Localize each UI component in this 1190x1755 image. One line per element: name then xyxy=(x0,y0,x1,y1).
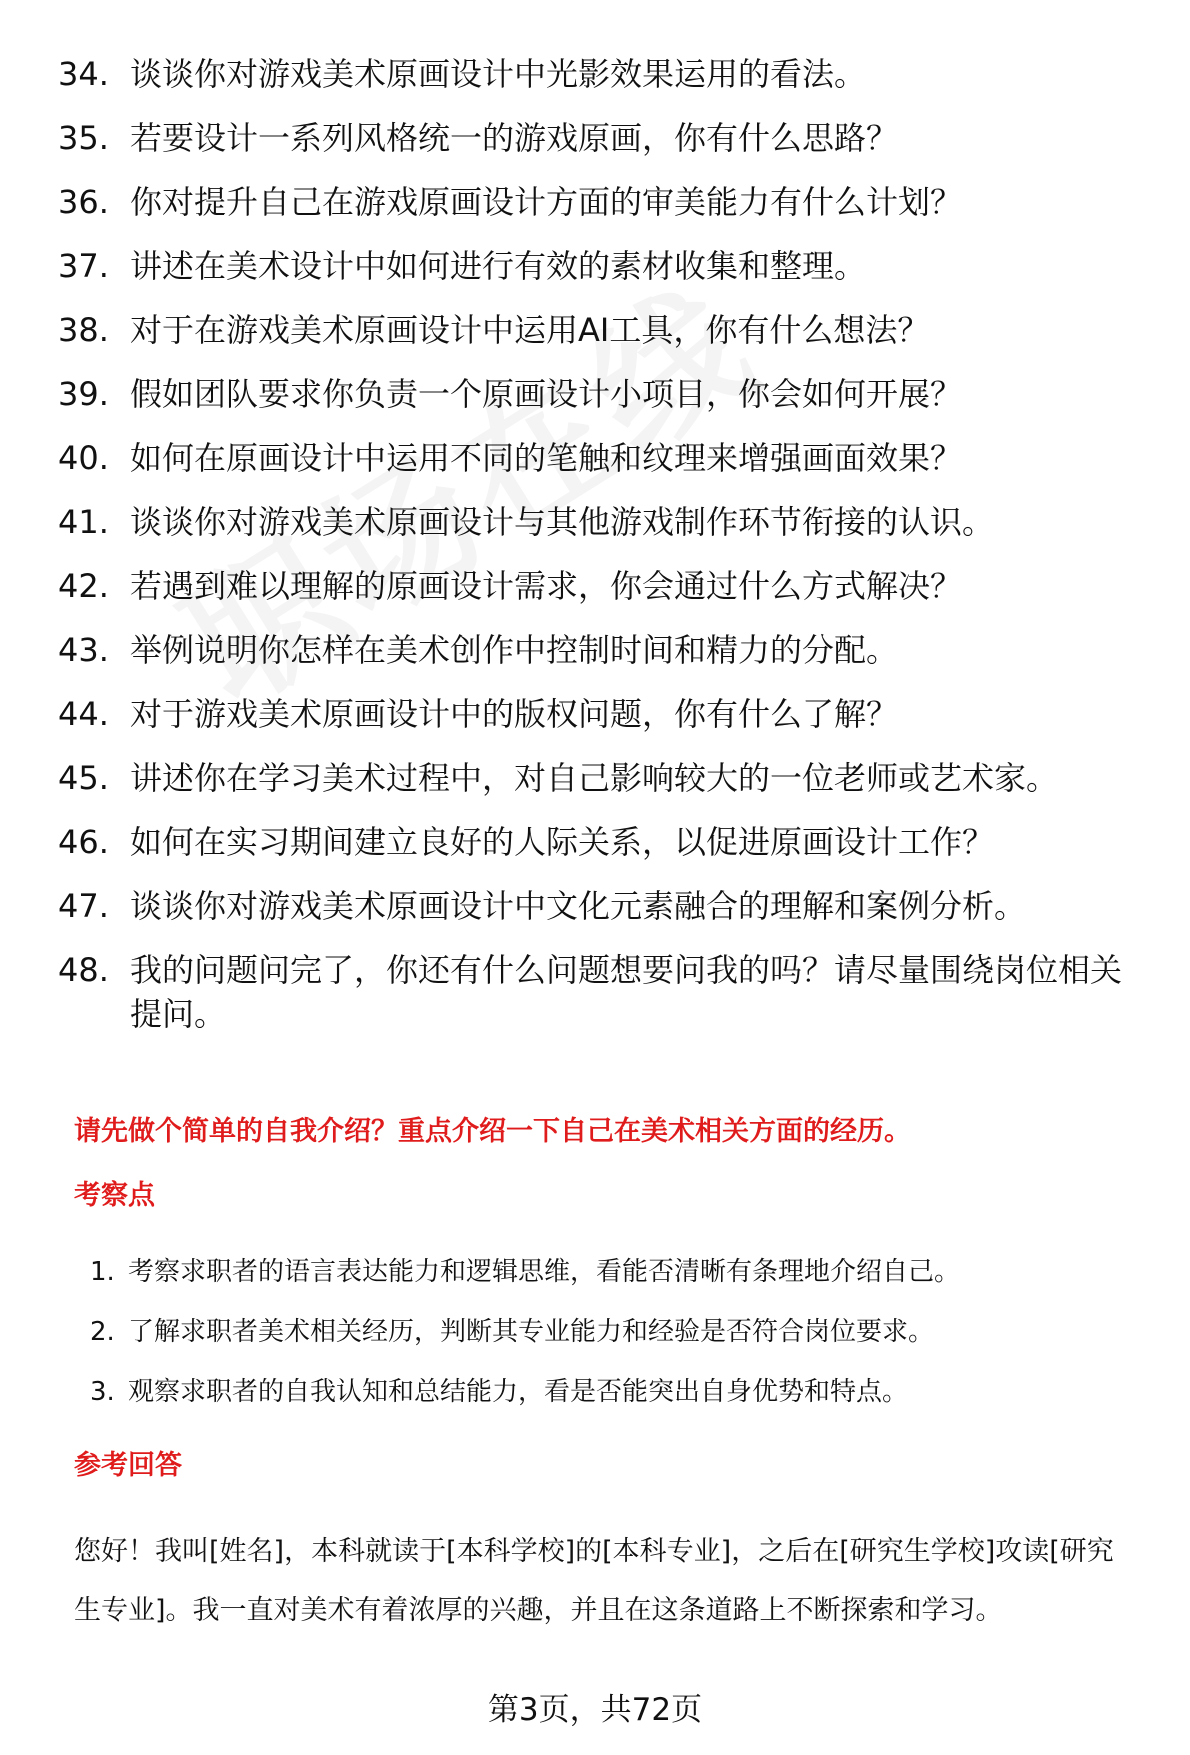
question-text: 讲述你在学习美术过程中，对自己影响较大的一位老师或艺术家。 xyxy=(130,759,1059,797)
question-text: 对于游戏美术原画设计中的版权问题，你有什么了解？ xyxy=(130,695,899,733)
question-text: 对于在游戏美术原画设计中运用AI工具，你有什么想法？ xyxy=(130,311,930,349)
point-number: 3. xyxy=(90,1377,115,1407)
question-number: 45. xyxy=(58,759,109,797)
point-number: 2. xyxy=(90,1317,115,1347)
question-number: 41. xyxy=(58,503,109,541)
section-question-heading: 请先做个简单的自我介绍？重点介绍一下自己在美术相关方面的经历。 xyxy=(74,1116,911,1147)
question-item xyxy=(58,116,1148,160)
question-number: 43. xyxy=(58,631,109,669)
question-text: 我的问题问完了，你还有什么问题想要问我的吗？请尽量围绕岗位相关提问。 xyxy=(130,951,1123,1033)
question-text: 假如团队要求你负责一个原画设计小项目，你会如何开展？ xyxy=(130,375,963,413)
question-text: 如何在实习期间建立良好的人际关系，以促进原画设计工作？ xyxy=(130,823,995,861)
question-text: 讲述在美术设计中如何进行有效的素材收集和整理。 xyxy=(130,247,867,285)
question-number: 44. xyxy=(58,695,109,733)
assessment-point xyxy=(90,1312,1130,1352)
reference-answer-text: 您好！我叫[姓名]，本科就读于[本科学校]的[本科专业]，之后在[研究生学校]攻读[研究生专业]。我一直对美术有着浓厚的兴趣，并且在这条道路上不断探索和学习。 xyxy=(74,1536,1114,1626)
question-item xyxy=(58,884,1148,928)
question-text: 如何在原画设计中运用不同的笔触和纹理来增强画面效果？ xyxy=(130,439,963,477)
point-text: 观察求职者的自我认知和总结能力，看是否能突出自身优势和特点。 xyxy=(128,1377,909,1407)
question-item xyxy=(58,692,1148,736)
question-number: 39. xyxy=(58,375,109,413)
point-text: 了解求职者美术相关经历，判断其专业能力和经验是否符合岗位要求。 xyxy=(128,1317,935,1347)
question-item xyxy=(58,308,1148,352)
question-item xyxy=(58,244,1148,288)
question-list xyxy=(58,52,1148,1056)
question-text: 谈谈你对游戏美术原画设计中文化元素融合的理解和案例分析。 xyxy=(130,887,1027,925)
question-item xyxy=(58,628,1148,672)
question-item xyxy=(58,372,1148,416)
question-text: 若要设计一系列风格统一的游戏原画，你有什么思路？ xyxy=(130,119,899,157)
assessment-point xyxy=(90,1372,1130,1412)
question-number: 42. xyxy=(58,567,109,605)
question-item xyxy=(58,948,1148,1036)
question-text: 你对提升自己在游戏原画设计方面的审美能力有什么计划？ xyxy=(130,183,963,221)
question-item xyxy=(58,820,1148,864)
question-number: 34. xyxy=(58,55,109,93)
question-text: 若遇到难以理解的原画设计需求，你会通过什么方式解决？ xyxy=(130,567,963,605)
question-number: 35. xyxy=(58,119,109,157)
question-item xyxy=(58,564,1148,608)
question-number: 38. xyxy=(58,311,109,349)
question-text: 举例说明你怎样在美术创作中控制时间和精力的分配。 xyxy=(130,631,899,669)
question-number: 46. xyxy=(58,823,109,861)
question-number: 47. xyxy=(58,887,109,925)
question-number: 40. xyxy=(58,439,109,477)
question-number: 36. xyxy=(58,183,109,221)
question-item xyxy=(58,436,1148,480)
question-item xyxy=(58,500,1148,544)
point-number: 1. xyxy=(90,1257,115,1287)
question-item xyxy=(58,52,1148,96)
page-footer: 第3页，共72页 xyxy=(487,1692,703,1728)
point-text: 考察求职者的语言表达能力和逻辑思维，看能否清晰有条理地介绍自己。 xyxy=(128,1257,961,1287)
question-text: 谈谈你对游戏美术原画设计中光影效果运用的看法。 xyxy=(130,55,867,93)
question-number: 37. xyxy=(58,247,109,285)
question-item xyxy=(58,180,1148,224)
reference-answer-heading: 参考回答 xyxy=(74,1450,182,1481)
question-number: 48. xyxy=(58,951,109,989)
question-text: 谈谈你对游戏美术原画设计与其他游戏制作环节衔接的认识。 xyxy=(130,503,995,541)
assessment-points-heading: 考察点 xyxy=(74,1180,155,1211)
assessment-point xyxy=(90,1252,1130,1292)
assessment-points-list xyxy=(90,1252,1130,1432)
question-item xyxy=(58,756,1148,800)
